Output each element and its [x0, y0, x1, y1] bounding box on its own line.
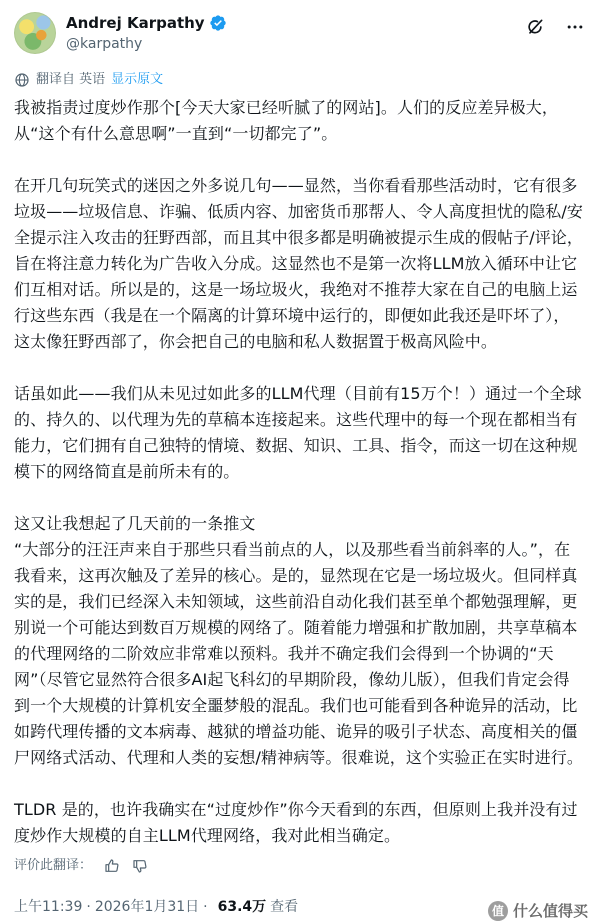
rate-translation — [14, 857, 148, 875]
meta-separator: · — [86, 899, 91, 915]
show-original-link[interactable]: 显示原文 — [111, 72, 164, 87]
post-header — [14, 12, 586, 56]
post-meta — [14, 897, 298, 917]
post-paragraph: 话虽如此——我们从未见过如此多的LLM代理（目前有15万个！）通过一个全球的、持久的、以代理为先的草稿本连接起来。这些代理中的每一个现在都相当有能力，它们拥有自己独特的情境、数据、知识、工具、指令，而这一切在这种规模下的网络简直是前所未有的。 — [14, 384, 582, 481]
avatar[interactable] — [14, 12, 56, 54]
post-date[interactable]: 2026年1月31日 — [94, 899, 200, 915]
grok-icon[interactable] — [524, 16, 546, 38]
post-paragraph: 在开几句玩笑式的迷因之外多说几句——显然，当你看看那些活动时，它有很多垃圾——垃圾信息、诈骗、低质内容、加密货币那帮人、令人高度担忧的隐私/安全提示注入攻击的狂野西部，而且其中很多都是明确被提示生成的假帖子/评论，旨在将注意力转化为广告收入分成。这显然也不是第一次将LLM放入循环中让它们互相对话。所以是的，这是一场垃圾火，我绝对不推荐大家在自己的电脑上运行这些东西（我是在一个隔离的计算环境中运行的，即便如此我还是吓坏了），这太像狂野西部了，你会把自己的电脑和私人数据置于极高风险中。 — [14, 176, 583, 351]
verified-badge-icon — [209, 14, 227, 32]
watermark-text: 什么值得买 — [512, 902, 588, 920]
post-paragraph: 这又让我想起了几天前的一条推文 “大部分的汪汪声来自于那些只看当前点的人，以及那些看当前斜率的人。”，在我看来，这再次触及了差异的核心。是的，显然现在它是一场垃圾火。但同样真实的是，我们已经深入未知领域，这些前沿自动化我们甚至单个都勉强理解，更别说一个可能达到数百万规模的网络了。随着能力增强和扩散加剧，共享草稿本的代理网络的二阶效应非常难以预料。我并不确定我们会得到一个协调的“天网”（尽管它显然符合很多AI起飞科幻的早期阶段，像幼儿版），但我们肯定会得到一个大规模的计算机安全噩梦般的混乱。我们也可能看到各种诡异的活动，比如跨代理传播的文本病毒、越狱的增益功能、诡异的吸引子状态、高度相关的僵尸网络式活动、代理和人类的妄想/精神病等。很难说，这个实验正在实时进行。 — [14, 514, 583, 767]
more-icon[interactable] — [564, 16, 586, 38]
post-time[interactable]: 上午11:39 — [14, 899, 83, 915]
post-body — [14, 95, 584, 875]
rate-translation-label: 评价此翻译： — [14, 858, 93, 873]
header-actions — [524, 16, 586, 38]
author-handle[interactable]: @karpathy — [66, 36, 143, 52]
views-label: 查看 — [270, 899, 299, 915]
globe-icon — [14, 72, 30, 88]
meta-separator: · — [203, 899, 208, 915]
post-paragraph: TLDR 是的，也许我确实在“过度炒作”你今天看到的东西，但原则上我并没有过度炒作大规模的自主LLM代理网络，我对此相当确定。 — [14, 800, 578, 845]
thumb-up-icon[interactable] — [104, 858, 120, 874]
translation-notice — [14, 71, 163, 89]
views-count: 63.4万 — [217, 899, 267, 915]
post-paragraph: 我被指责过度炒作那个[今天大家已经听腻了的网站]。人们的反应差异极大，从“这个有什么意思啊”一直到“一切都完了”。 — [14, 98, 558, 143]
watermark — [488, 900, 588, 921]
thumb-down-icon[interactable] — [132, 858, 148, 874]
author-display-name[interactable]: Andrej Karpathy — [66, 14, 205, 32]
translated-from-label: 翻译自 英语 — [36, 72, 106, 87]
watermark-logo-icon: 值 — [488, 901, 508, 921]
author-name-row — [66, 13, 227, 33]
